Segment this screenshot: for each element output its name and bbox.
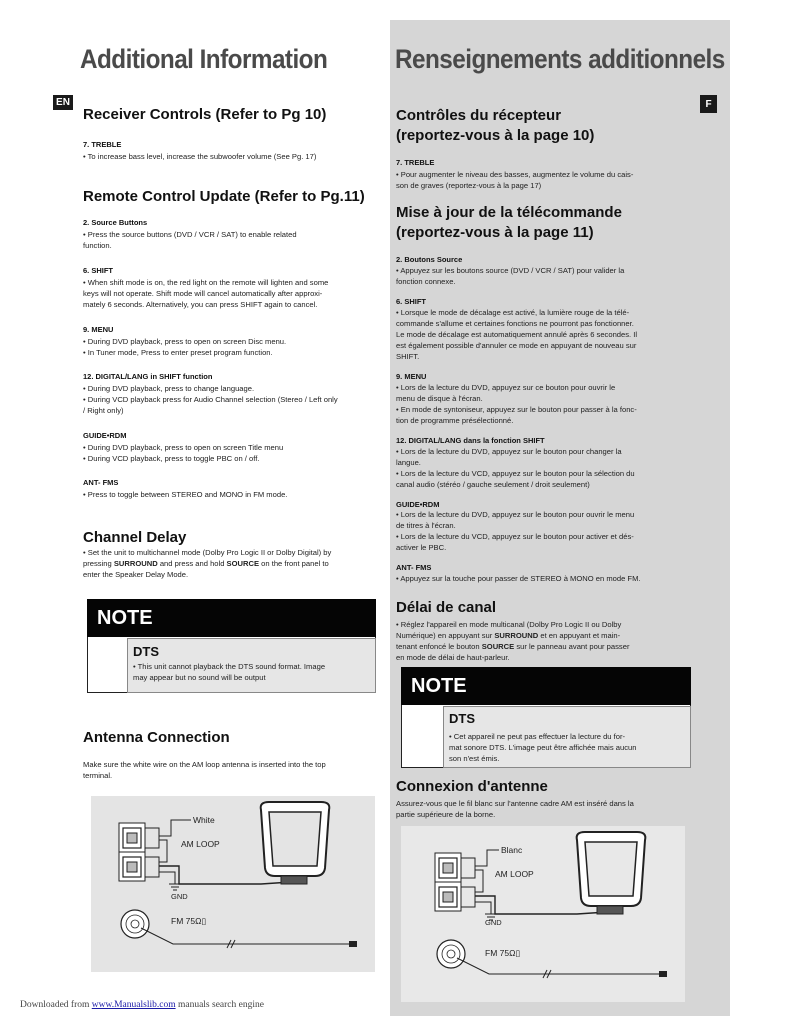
channel-delay-line-2: pressing SURROUND and press and hold SOURCE on the front panel to (83, 559, 329, 568)
shift-label: 6. SHIFT (83, 266, 114, 275)
delai-line-3: tenant enfoncé le bouton SOURCE sur le panneau avant pour passer (396, 642, 630, 651)
ant-fms-label-fr: ANT- FMS (396, 563, 432, 572)
gnd-label: GND (485, 918, 502, 927)
guide-rdm-label: GUIDE•RDM (83, 431, 127, 440)
language-tag-f: F (700, 95, 717, 113)
digital-lang-line-2: • During VCD playback press for Audio Channel selection (Stereo / Left only (83, 395, 338, 404)
dts-line-3-french: son n'est émis. (449, 754, 500, 763)
remote-control-heading: Remote Control Update (Refer to Pg.11) (83, 188, 365, 205)
channel-delay-line-1: • Set the unit to multichannel mode (Dolby Pro Logic II or Dolby Digital) by (83, 548, 332, 557)
channel-delay-line-3: enter the Speaker Delay Mode. (83, 570, 189, 579)
shift-line-3-fr: Le mode de décalage est automatiquement annulé après 6 secondes. Il (396, 330, 638, 339)
note-header-french: NOTE (401, 667, 691, 705)
source-buttons-line-1: • Press the source buttons (DVD / VCR / SAT) to enable related (83, 230, 297, 239)
shift-line-2: keys will not operate. Shift mode will cancel automatically after approxi- (83, 289, 323, 298)
shift-line-3: mately 6 seconds. Alternatively, you can press SHIFT again to cancel. (83, 300, 318, 309)
am-loop-label: AM LOOP (495, 869, 534, 879)
guide-rdm-line-1: • During DVD playback, press to open on screen Title menu (83, 443, 284, 452)
antenna-diagram-french (401, 826, 685, 1002)
dts-title-english: DTS (133, 644, 159, 659)
delai-de-canal-heading: Délai de canal (396, 599, 497, 616)
antenna-line-2: terminal. (83, 771, 113, 780)
dts-line-2-english: may appear but no sound will be output (133, 673, 266, 682)
am-loop-antenna-icon (577, 832, 646, 914)
dts-line-2-french: mat sonore DTS. L'image peut être affichée mais aucun (449, 743, 637, 752)
ant-fms-label: ANT- FMS (83, 478, 119, 487)
white-wire-label: Blanc (501, 845, 523, 855)
treble-line-2-fr: son de graves (reportez-vous à la page 17) (396, 181, 542, 190)
boutons-source-line-1: • Appuyez sur les boutons source (DVD / VCR / SAT) pour valider la (396, 266, 625, 275)
menu-line-2: • In Tuner mode, Press to enter preset program function. (83, 348, 273, 357)
page-title-french: Renseignements additionnels (395, 44, 725, 74)
channel-delay-heading: Channel Delay (83, 529, 187, 546)
treble-line-1-fr: • Pour augmenter le niveau des basses, augmentez le volume du cais- (396, 170, 634, 179)
note-header-english: NOTE (87, 599, 376, 637)
antenna-connection-heading: Antenna Connection (83, 729, 230, 746)
ant-fms-text-fr: • Appuyez sur la touche pour passer de STEREO à MONO en mode FM. (396, 574, 641, 583)
menu-label-fr: 9. MENU (396, 372, 427, 381)
gnd-label: GND (171, 892, 188, 901)
digital-lang-line-1: • During DVD playback, press to change language. (83, 384, 255, 393)
guide-rdm-line-1-fr: • Lors de la lecture du DVD, appuyez sur le bouton pour ouvrir le menu (396, 510, 635, 519)
fm-label: FM 75Ω▯ (171, 916, 207, 926)
dts-title-french: DTS (449, 711, 475, 726)
digital-lang-line-4-fr: canal audio (stéréo / gauche seulement / droit seulement) (396, 480, 590, 489)
fm-label: FM 75Ω▯ (485, 948, 521, 958)
connexion-antenne-heading: Connexion d'antenne (396, 778, 548, 795)
menu-line-1-fr: • Lors de la lecture du DVD, appuyez sur ce bouton pour ouvrir le (396, 383, 616, 392)
shift-line-2-fr: commande s'allume et certaines fonctions ne pourront pas fonctionner. (396, 319, 634, 328)
delai-line-4: en mode de délai de haut-parleur. (396, 653, 510, 662)
shift-line-1: • When shift mode is on, the red light on the remote will lighten and some (83, 278, 329, 287)
terminal-block-icon (435, 853, 475, 911)
shift-line-1-fr: • Lorsque le mode de décalage est activé, la lumière rouge de la télé- (396, 308, 630, 317)
mise-a-jour-heading-1: Mise à jour de la télécommande (396, 204, 622, 221)
controles-heading-2: (reportez-vous à la page 10) (396, 127, 595, 144)
digital-lang-line-1-fr: • Lors de la lecture du DVD, appuyez sur le bouton pour changer la (396, 447, 622, 456)
page-title-english: Additional Information (80, 44, 328, 74)
white-wire-label: White (193, 815, 215, 825)
am-loop-antenna-icon (261, 802, 330, 884)
source-buttons-line-2: function. (83, 241, 112, 250)
guide-rdm-line-3-fr: • Lors de la lecture du VCD, appuyez sur le bouton pour activer et dés- (396, 532, 634, 541)
digital-lang-line-2-fr: langue. (396, 458, 421, 467)
fm-antenna-icon (121, 910, 357, 948)
boutons-source-line-2: fonction connexe. (396, 277, 456, 286)
connexion-line-1: Assurez-vous que le fil blanc sur l'antenne cadre AM est inséré dans la (396, 799, 634, 808)
language-tag-en: EN (53, 95, 73, 110)
boutons-source-label: 2. Boutons Source (396, 255, 463, 264)
mise-a-jour-heading-2: (reportez-vous à la page 11) (396, 224, 594, 241)
shift-line-4-fr: est également possible d'annuler ce mode en appuyant de nouveau sur (396, 341, 637, 350)
digital-lang-line-3-fr: • Lors de la lecture du VCD, appuyez sur le bouton pour la sélection du (396, 469, 635, 478)
menu-line-4-fr: tion de programme présélectionné. (396, 416, 514, 425)
shift-line-5-fr: SHIFT. (396, 352, 420, 361)
menu-line-2-fr: menu de disque à l'écran. (396, 394, 483, 403)
dts-line-1-french: • Cet appareil ne peut pas effectuer la lecture du for- (449, 732, 626, 741)
menu-label: 9. MENU (83, 325, 114, 334)
delai-line-2: Numérique) en appuyant sur SURROUND et en appuyant et main- (396, 631, 621, 640)
guide-rdm-line-2: • During VCD playback, press to toggle PBC on / off. (83, 454, 260, 463)
terminal-block-icon (119, 823, 159, 881)
dts-line-1-english: • This unit cannot playback the DTS sound format. Image (133, 662, 326, 671)
source-buttons-label: 2. Source Buttons (83, 218, 148, 227)
digital-lang-label-fr: 12. DIGITAL/LANG dans la fonction SHIFT (396, 436, 545, 445)
treble-text: • To increase bass level, increase the subwoofer volume (See Pg. 17) (83, 152, 317, 161)
controles-heading-1: Contrôles du récepteur (396, 107, 562, 124)
footer-download-note: Downloaded from www.Manualslib.com manuals search engine (20, 1000, 264, 1010)
treble-label: 7. TREBLE (83, 140, 122, 149)
delai-line-1: • Réglez l'appareil en mode multicanal (Dolby Pro Logic II ou Dolby (396, 620, 622, 629)
digital-lang-label: 12. DIGITAL/LANG in SHIFT function (83, 372, 213, 381)
guide-rdm-line-2-fr: de titres à l'écran. (396, 521, 456, 530)
am-loop-label: AM LOOP (181, 839, 220, 849)
shift-label-fr: 6. SHIFT (396, 297, 427, 306)
menu-line-1: • During DVD playback, press to open on screen Disc menu. (83, 337, 287, 346)
antenna-diagram-english (91, 796, 375, 972)
connexion-line-2: partie supérieure de la borne. (396, 810, 496, 819)
receiver-controls-heading: Receiver Controls (Refer to Pg 10) (83, 106, 327, 123)
menu-line-3-fr: • En mode de syntoniseur, appuyez sur le bouton pour passer à la fonc- (396, 405, 637, 414)
fm-antenna-icon (437, 940, 667, 978)
guide-rdm-line-4-fr: activer le PBC. (396, 543, 447, 552)
guide-rdm-label-fr: GUIDE•RDM (396, 500, 440, 509)
digital-lang-line-3: / Right only) (83, 406, 124, 415)
ant-fms-text: • Press to toggle between STEREO and MONO in FM mode. (83, 490, 288, 499)
manualslib-link[interactable]: www.Manualslib.com (91, 1000, 176, 1010)
treble-label-fr: 7. TREBLE (396, 158, 435, 167)
antenna-line-1: Make sure the white wire on the AM loop antenna is inserted into the top (83, 760, 326, 769)
